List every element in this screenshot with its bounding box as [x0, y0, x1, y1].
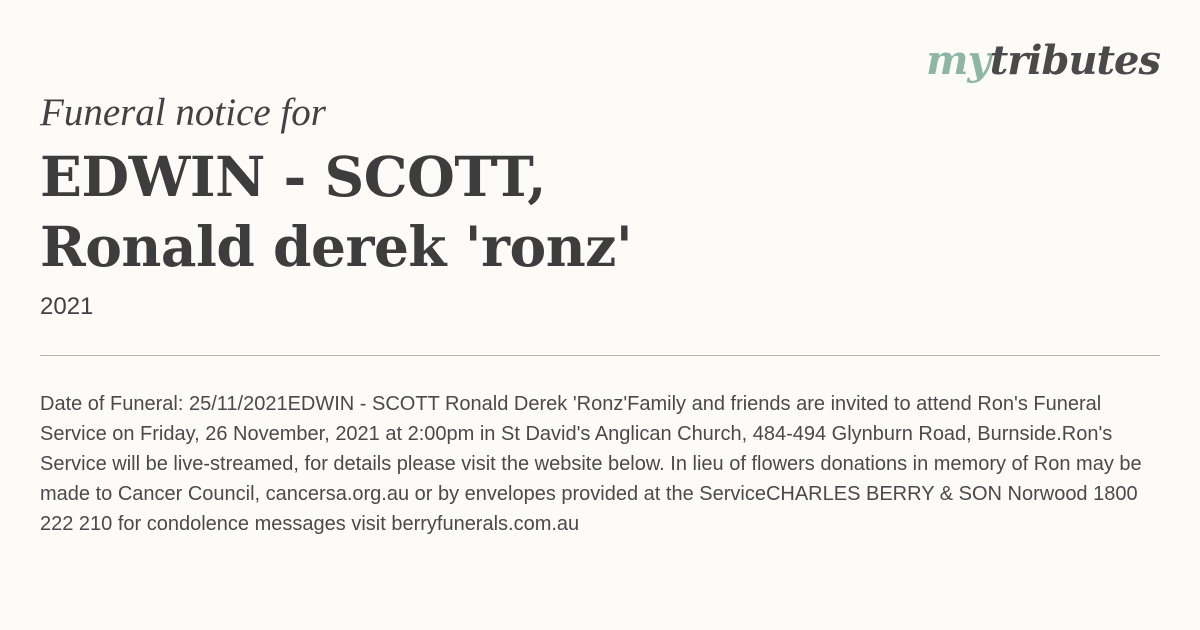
notice-year: 2021 — [40, 293, 94, 320]
notice-body: Date of Funeral: 25/11/2021EDWIN - SCOTT Ronald Derek 'Ronz'Family and friends are invited to attend Ron's Funeral Service on Friday, 26 November, 2021 at 2:00pm in St David's Anglican Church, 484-494 Glynburn Road, Burnside.Ron's Service will be live-streamed, for details please visit the website below. In lieu of flowers donations in memory of Ron may be made to Cancer Council, cancersa.org.au or by envelopes provided at the ServiceCHARLES BERRY & SON Norwood 1800 222 210 for condolence messages visit berryfunerals.com.au — [40, 393, 1142, 535]
deceased-name-line2: Ronald derek 'ronz' — [40, 214, 633, 279]
divider — [40, 355, 1160, 356]
deceased-name-line1: EDWIN - SCOTT, — [40, 144, 546, 209]
mytributes-logo[interactable] — [926, 38, 1160, 84]
logo-tributes: tributes — [989, 37, 1160, 84]
deceased-name — [40, 142, 632, 282]
notice-subtitle: Funeral notice for — [40, 91, 326, 134]
logo-my: my — [926, 37, 990, 84]
